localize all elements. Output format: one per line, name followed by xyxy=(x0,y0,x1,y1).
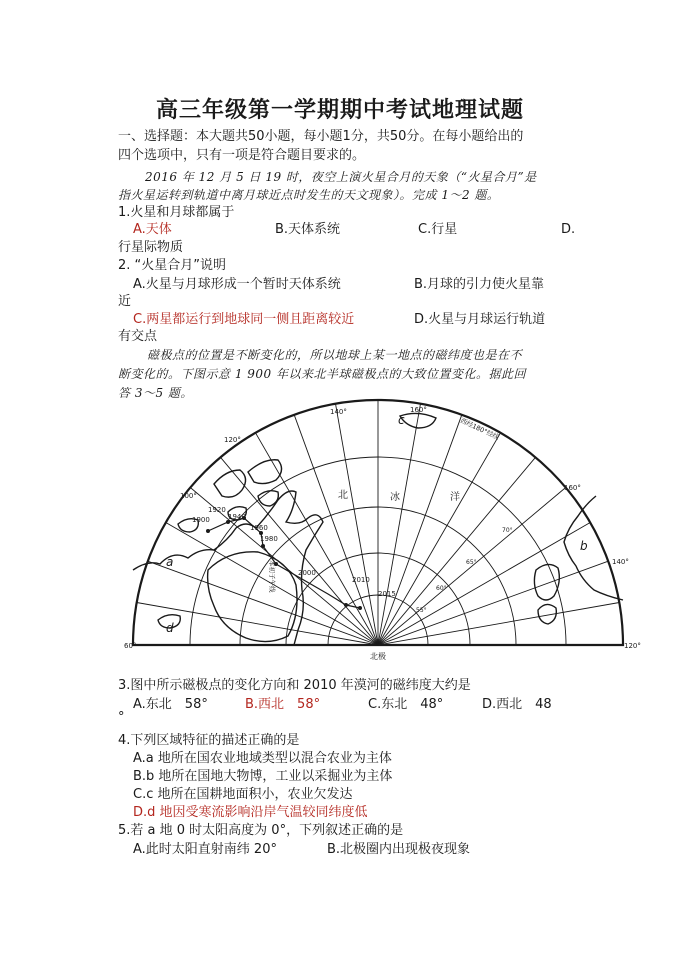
question-1-option-a[interactable]: A.天体 xyxy=(133,222,172,237)
year-label: 1960 xyxy=(250,524,268,532)
point-label-c: c xyxy=(398,413,405,427)
section-instruction-line-2: 四个选项中，只有一项是符合题目要求的。 xyxy=(118,148,366,163)
question-3-option-a[interactable]: A.东北 58° xyxy=(133,697,208,712)
question-5-option-b[interactable]: B.北极圈内出现极夜现象 xyxy=(327,842,471,857)
question-4-stem: 4.下列区域特征的描述正确的是 xyxy=(118,733,300,748)
question-4-option-a[interactable]: A.a 地所在国农业地域类型以混合农业为主体 xyxy=(133,751,392,766)
point-label-a: a xyxy=(166,555,174,569)
question-2-option-d[interactable]: D.火星与月球运行轨道 xyxy=(414,312,546,327)
lat-tick-label: 60° xyxy=(436,585,447,592)
year-label: 2000 xyxy=(298,569,316,577)
lon-label: 100° xyxy=(180,492,197,500)
pole-point-1900 xyxy=(206,529,210,533)
lat-tick-label: 55° xyxy=(416,607,427,614)
question-1-option-d-continued: 行星际物质 xyxy=(118,240,184,255)
section-instruction-line-1: 一、选择题：本大题共50小题，每小题1分，共50分。在每小题给出的 xyxy=(118,129,524,144)
question-5-option-a[interactable]: A.此时太阳直射南纬 20° xyxy=(133,842,277,857)
pole-point-1980 xyxy=(261,544,265,548)
pole-point-2015 xyxy=(358,606,362,610)
lon-label: 140° xyxy=(612,558,629,566)
year-label: 2010 xyxy=(352,576,370,584)
question-4-option-c[interactable]: C.c 地所在国耕地面积小，农业欠发达 xyxy=(133,787,353,802)
question-2-option-b-continued: 近 xyxy=(118,294,132,309)
year-label: 1940 xyxy=(228,513,246,521)
point-label-d: d xyxy=(166,621,174,635)
page-title: 高三年级第一学期期中考试地理试题 xyxy=(156,97,525,123)
lon-label: 140° xyxy=(330,408,347,416)
intro-passage-1-line-2: 指火星运转到轨道中离月球近点时发生的天文现象）。完成 1～2 题。 xyxy=(118,188,500,202)
question-2-stem: 2. “火星合月”说明 xyxy=(118,258,227,273)
sea-label-char: 洋 xyxy=(450,492,460,503)
intro-passage-2-line-3: 答 3～5 题。 xyxy=(118,386,193,400)
question-3-option-d[interactable]: D.西北 48 xyxy=(482,697,552,712)
greenwich-label: 本初子午线 xyxy=(268,560,276,593)
pole-point-2010 xyxy=(344,603,348,607)
lon-label: 160° xyxy=(410,406,427,414)
intro-passage-2-line-2: 断变化的。下图示意 1 900 年以来北半球磁极点的大致位置变化。据此回 xyxy=(118,367,526,381)
coastline-canadian-islands xyxy=(214,470,246,497)
question-2-option-c[interactable]: C.两星都运行到地球同一侧且距离较近 xyxy=(133,312,355,327)
question-1-option-b[interactable]: B.天体系统 xyxy=(275,222,341,237)
question-3-option-b[interactable]: B.西北 58° xyxy=(245,697,321,712)
question-1-option-d[interactable]: D. xyxy=(561,222,576,237)
lon-label: 120° xyxy=(624,642,641,650)
year-label: 1920 xyxy=(208,506,226,514)
sea-label-char: 冰 xyxy=(390,492,400,503)
sea-label-char: 北 xyxy=(338,490,348,501)
question-4-option-b[interactable]: B.b 地所在国地大物博，工业以采掘业为主体 xyxy=(133,769,393,784)
coastline-eurasia-east xyxy=(564,496,623,600)
year-label: 2015 xyxy=(378,590,396,598)
magnetic-pole-map xyxy=(118,400,641,665)
question-3-option-d-continued: ° xyxy=(118,710,125,725)
question-4-option-d[interactable]: D.d 地因受寒流影响沿岸气温较同纬度低 xyxy=(133,805,368,820)
lon-label: 120° xyxy=(224,436,241,444)
dateline-label: 西经180°经线 xyxy=(459,416,501,442)
question-1-option-c[interactable]: C.行星 xyxy=(418,222,458,237)
question-2-option-d-continued: 有交点 xyxy=(118,329,158,344)
lat-tick-label: 65° xyxy=(466,559,477,566)
year-label: 1900 xyxy=(192,516,210,524)
question-2-option-a[interactable]: A.火星与月球形成一个暂时天体系统 xyxy=(133,277,341,292)
lon-label: 60° xyxy=(124,642,137,650)
coastline-canadian-islands xyxy=(248,460,282,484)
north-pole-label: 北极 xyxy=(370,652,386,661)
lat-tick-label: 70° xyxy=(502,527,513,534)
question-2-option-b[interactable]: B.月球的引力使火星靠 xyxy=(414,277,545,292)
year-label: 1980 xyxy=(260,535,278,543)
question-3-stem: 3.图中所示磁极点的变化方向和 2010 年漠河的磁纬度大约是 xyxy=(118,678,471,693)
question-3-option-c[interactable]: C.东北 48° xyxy=(368,697,444,712)
point-label-b: b xyxy=(580,539,588,553)
intro-passage-2-line-1: 磁极点的位置是不断变化的，所以地球上某一地点的磁纬度也是在不 xyxy=(147,348,523,362)
question-1-stem: 1.火星和月球都属于 xyxy=(118,205,235,220)
lon-label: 160° xyxy=(564,484,581,492)
intro-passage-1-line-1: 2016 年 12 月 5 日 19 时，夜空上演火星合月的天象（“火星合月”是 xyxy=(145,170,537,184)
question-5-stem: 5.若 a 地 0 时太阳高度为 0°，下列叙述正确的是 xyxy=(118,823,404,838)
